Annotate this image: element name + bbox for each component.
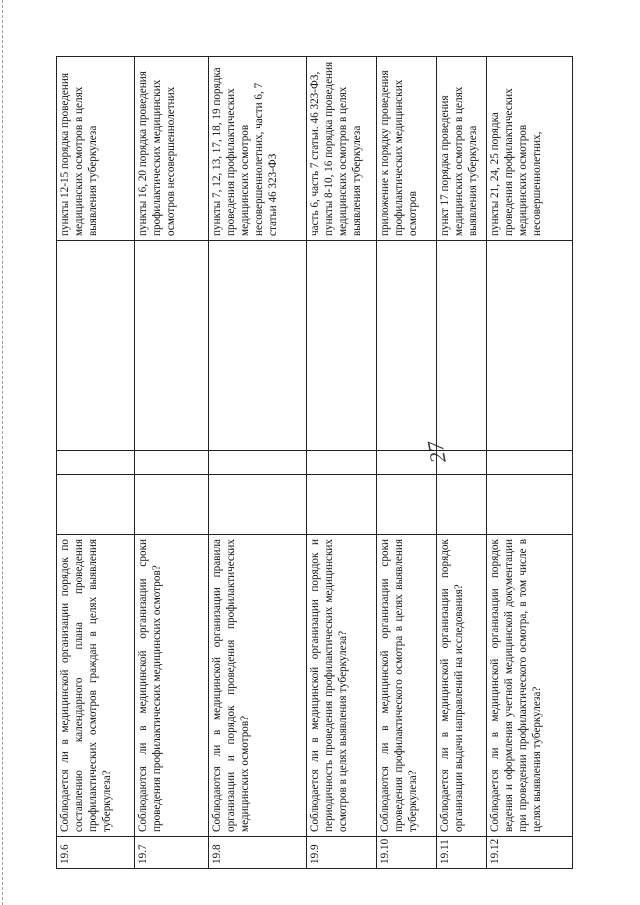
answer-cell-no	[209, 451, 307, 475]
table-row	[135, 57, 209, 869]
table-row	[307, 57, 377, 869]
question-text: Соблюдается ли в медицинской организации порядок по составлению календарного плана проведения профилактических осмотров граждан в целях выявления туберкулеза?	[57, 535, 135, 837]
legal-reference: пункты 12-15 порядка проведения медицинских осмотров в целях выявления туберкулеза	[57, 57, 135, 241]
row-number: 19.7	[135, 837, 209, 869]
answer-cell-na	[487, 241, 573, 451]
table-row	[487, 57, 573, 869]
answer-cell-no	[437, 451, 487, 475]
row-number: 19.6	[57, 837, 135, 869]
legal-reference: пункты 21, 24, 25 порядка проведения профилактических медицинских осмотров несовершеннолетних,	[487, 57, 573, 241]
answer-cell-na	[377, 241, 437, 451]
answer-cell-yes	[209, 475, 307, 535]
question-text: Соблюдается ли в медицинской организации порядок организации выдачи направлений на исследования?	[437, 535, 487, 837]
answer-cell-na	[437, 241, 487, 451]
answer-cell-na	[57, 241, 135, 451]
table-row	[437, 57, 487, 869]
legal-reference: часть 6, часть 7 статьи. 46 323-ФЗ, пункты 8-10, 16 порядка проведения медицинских осмотров в целях выявления туберкулеза	[307, 57, 377, 241]
question-text: Соблюдаются ли в медицинской организации сроки проведения профилактических медицинских осмотров?	[135, 535, 209, 837]
answer-cell-no	[487, 451, 573, 475]
page-number: 27	[422, 439, 451, 466]
row-number: 19.10	[377, 837, 437, 869]
answer-cell-no	[377, 451, 437, 475]
answer-cell-yes	[307, 475, 377, 535]
answer-cell-no	[135, 451, 209, 475]
answer-cell-na	[135, 241, 209, 451]
answer-cell-na	[209, 241, 307, 451]
question-text: Соблюдаются ли в медицинской организации сроки проведения профилактического осмотра в целях выявления туберкулеза?	[377, 535, 437, 837]
table-row	[209, 57, 307, 869]
answer-cell-yes	[377, 475, 437, 535]
answer-cell-no	[57, 451, 135, 475]
row-number: 19.11	[437, 837, 487, 869]
answer-cell-no	[307, 451, 377, 475]
legal-reference: приложение к порядку проведения профилактических медицинских осмотров	[377, 57, 437, 241]
scan-edge-line	[2, 0, 4, 905]
row-number: 19.9	[307, 837, 377, 869]
row-number: 19.8	[209, 837, 307, 869]
row-number: 19.12	[487, 837, 573, 869]
answer-cell-yes	[135, 475, 209, 535]
answer-cell-yes	[487, 475, 573, 535]
answer-cell-yes	[57, 475, 135, 535]
answer-cell-na	[307, 241, 377, 451]
legal-reference: пункт 17 порядка проведения медицинских осмотров в целях выявления туберкулеза	[437, 57, 487, 241]
question-text: Соблюдаются ли в медицинской организации правила организации и порядок проведения профилактических медицинских осмотров?	[209, 535, 307, 837]
question-text: Соблюдается ли в медицинской организации порядок ведения и оформления учетной медицинской документации при проведении профилактического осмотра, в том числе в целях выявления туберкулеза?	[487, 535, 573, 837]
legal-reference: пункты 16, 20 порядка проведения профилактических медицинских осмотров несовершеннолетних	[135, 57, 209, 241]
question-text: Соблюдается ли в медицинской организации порядок и периодичность проведения профилактических медицинских осмотров в целях выявления туберкулеза?	[307, 535, 377, 837]
answer-cell-yes	[437, 475, 487, 535]
checklist-table	[56, 56, 573, 869]
table-row	[57, 57, 135, 869]
table-row	[377, 57, 437, 869]
legal-reference: пункты 7, 12, 13, 17, 18, 19 порядка проведения профилактических медицинских осмотров несовершеннолетних, части 6, 7 статьи 46 323-ФЗ	[209, 57, 307, 241]
